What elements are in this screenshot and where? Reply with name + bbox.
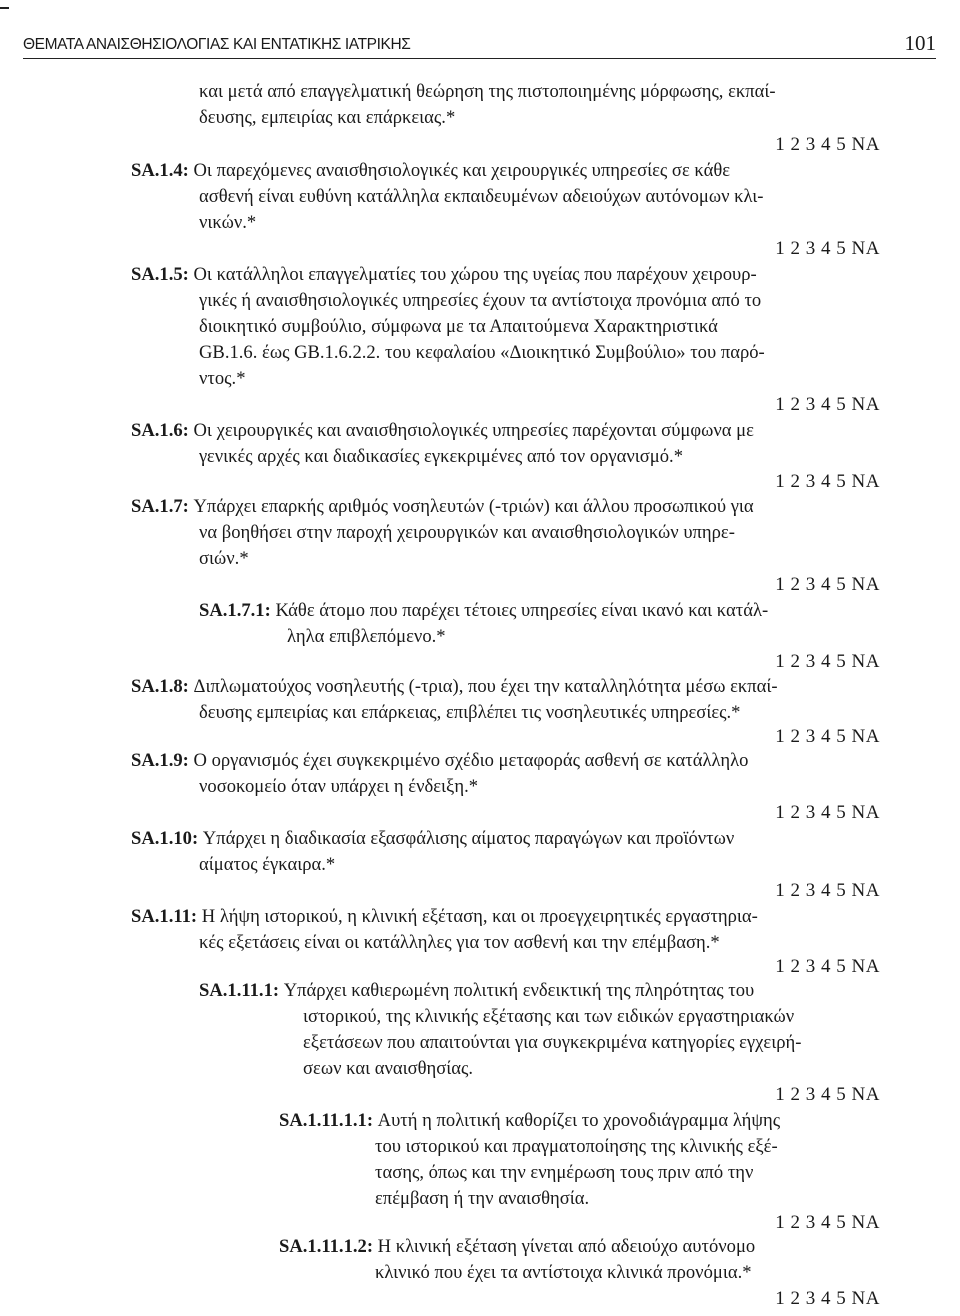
text-line xyxy=(199,547,249,571)
text-line xyxy=(199,367,245,391)
line-text: Οι παρεχόμενες αναισθησιολογικές και χειρουργικές υπηρεσίες σε κάθε xyxy=(188,160,731,181)
criterion-code: SA.1.11: xyxy=(131,906,198,927)
line-text: σεων και αναισθησίας. xyxy=(303,1058,474,1079)
line-text: νοσοκομείο όταν υπάρχει η ένδειξη.* xyxy=(199,776,479,797)
text-line xyxy=(199,315,718,339)
rating-scale: 1 2 3 4 5 NA xyxy=(775,574,880,595)
line-text: ασθενή είναι ευθύνη κατάλληλα εκπαιδευμένων αδειούχων αυτόνομων κλι- xyxy=(199,186,764,207)
text-line xyxy=(199,289,761,313)
line-text: να βοηθήσει στην παροχή χειρουργικών και αναισθησιολογικών υπηρε- xyxy=(199,522,735,543)
line-text: Υπάρχει καθιερωμένη πολιτική ενδεικτική της πληρότητας του xyxy=(279,980,755,1001)
line-text: Διπλωματούχος νοσηλευτής (-τρια), που έχει την καταλληλότητα μέσω εκπαί- xyxy=(188,676,778,697)
text-line xyxy=(199,445,683,469)
rating-scale: 1 2 3 4 5 NA xyxy=(775,238,880,259)
text-line xyxy=(375,1161,753,1185)
criterion-line xyxy=(131,263,757,287)
rating-scale: 1 2 3 4 5 NA xyxy=(775,1288,880,1309)
line-text: Αυτή η πολιτική καθορίζει το χρονοδιάγραμμα λήψης xyxy=(373,1110,781,1131)
line-text: Η κλινική εξέταση γίνεται από αδειούχο αυτόνομο xyxy=(373,1236,756,1257)
line-text: τασης, όπως και την ενημέρωση τους πριν από την xyxy=(375,1162,754,1183)
line-text: νικών.* xyxy=(199,212,257,233)
text-line xyxy=(375,1187,589,1211)
rating-scale: 1 2 3 4 5 NA xyxy=(775,1084,880,1105)
text-line xyxy=(199,341,765,365)
criterion-line xyxy=(131,419,754,443)
line-text: ιστορικού, της κλινικής εξέτασης και των ειδικών εργαστηριακών xyxy=(303,1006,795,1027)
text-line xyxy=(199,701,740,725)
criterion-code: SA.1.5: xyxy=(131,264,189,285)
line-text: εξετάσεων που απαιτούνται για συγκεκριμένα κατηγορίες εγχειρή- xyxy=(303,1032,802,1053)
line-text: του ιστορικού και πραγματοποίησης της κλινικής εξέ- xyxy=(375,1136,778,1157)
line-text: διοικητικό συμβούλιο, σύμφωνα με τα Απαιτούμενα Χαρακτηριστικά xyxy=(199,316,718,337)
text-line xyxy=(287,625,446,649)
rating-scale: 1 2 3 4 5 NA xyxy=(775,802,880,823)
text-line xyxy=(375,1261,752,1285)
rating-scale: 1 2 3 4 5 NA xyxy=(775,394,880,415)
criterion-code: SA.1.4: xyxy=(131,160,189,181)
rating-scale: 1 2 3 4 5 NA xyxy=(775,726,880,747)
line-text: κλινικό που έχει τα αντίστοιχα κλινικά προνόμια.* xyxy=(375,1262,752,1283)
rating-scale: 1 2 3 4 5 NA xyxy=(775,1212,880,1233)
line-text: δευσης εμπειρίας και επάρκειας, επιβλέπει τις νοσηλευτικές υπηρεσίες.* xyxy=(199,702,741,723)
line-text: Ο οργανισμός έχει συγκεκριμένο σχέδιο μεταφοράς ασθενή σε κατάλληλο xyxy=(188,750,749,771)
criterion-line xyxy=(131,495,754,519)
criterion-line xyxy=(199,599,768,623)
text-line xyxy=(303,1057,473,1081)
corner-mark xyxy=(0,7,9,9)
text-line xyxy=(375,1135,778,1159)
line-text: Οι χειρουργικές και αναισθησιολογικές υπηρεσίες παρέχονται σύμφωνα με xyxy=(188,420,754,441)
line-text: ντος.* xyxy=(199,368,246,389)
line-text: κές εξετάσεις είναι οι κατάλληλες για τον ασθενή και την επέμβαση.* xyxy=(199,932,720,953)
text-line xyxy=(199,521,735,545)
line-text: Η λήψη ιστορικού, η κλινική εξέταση, και οι προεγχειρητικές εργαστηρια- xyxy=(197,906,758,927)
criterion-code: SA.1.9: xyxy=(131,750,189,771)
criterion-line xyxy=(131,749,748,773)
criterion-line xyxy=(279,1109,780,1133)
running-title: ΘΕΜΑΤΑ ΑΝΑΙΣΘΗΣΙΟΛΟΓΙΑΣ ΚΑΙ ΕΝΤΑΤΙΚΗΣ ΙΑΤΡΙΚΗΣ xyxy=(23,36,411,53)
criterion-code: SA.1.7.1: xyxy=(199,600,271,621)
text-line xyxy=(199,211,256,235)
line-text: γενικές αρχές και διαδικασίες εγκεκριμένες από τον οργανισμό.* xyxy=(199,446,683,467)
line-text: δευσης, εμπειρίας και επάρκειας.* xyxy=(199,107,456,128)
text-line xyxy=(199,775,478,799)
rating-scale: 1 2 3 4 5 NA xyxy=(775,471,880,492)
line-text: αίματος έγκαιρα.* xyxy=(199,854,336,875)
line-text: GB.1.6. έως GB.1.6.2.2. του κεφαλαίου «Διοικητικό Συμβούλιο» του παρό- xyxy=(199,342,765,363)
page-header xyxy=(23,28,936,59)
criterion-code: SA.1.11.1: xyxy=(199,980,280,1001)
line-text: Κάθε άτομο που παρέχει τέτοιες υπηρεσίες είναι ικανό και κατάλ- xyxy=(270,600,769,621)
text-line xyxy=(199,80,776,104)
line-text: σιών.* xyxy=(199,548,249,569)
rating-scale: 1 2 3 4 5 NA xyxy=(775,651,880,672)
rating-scale: 1 2 3 4 5 NA xyxy=(775,880,880,901)
criterion-code: SA.1.11.1.2: xyxy=(279,1236,374,1257)
page-number: 101 xyxy=(904,31,936,55)
line-text: ληλα επιβλεπόμενο.* xyxy=(287,626,446,647)
line-text: και μετά από επαγγελματική θεώρηση της πιστοποιημένης μόρφωσης, εκπαί- xyxy=(199,81,776,102)
text-line xyxy=(199,106,455,130)
text-line xyxy=(199,185,764,209)
criterion-line xyxy=(199,979,754,1003)
text-line xyxy=(303,1005,794,1029)
criterion-code: SA.1.8: xyxy=(131,676,189,697)
text-line xyxy=(199,853,335,877)
text-line xyxy=(303,1031,801,1055)
line-text: Υπάρχει η διαδικασία εξασφάλισης αίματος παραγώγων και προϊόντων xyxy=(198,828,735,849)
criterion-code: SA.1.7: xyxy=(131,496,189,517)
line-text: γικές ή αναισθησιολογικές υπηρεσίες έχουν τα αντίστοιχα προνόμια από το xyxy=(199,290,762,311)
criterion-line xyxy=(131,827,734,851)
criterion-line xyxy=(131,905,758,929)
criterion-line xyxy=(279,1235,755,1259)
criterion-line xyxy=(131,159,730,183)
line-text: Υπάρχει επαρκής αριθμός νοσηλευτών (-τριών) και άλλου προσωπικού για xyxy=(188,496,754,517)
criterion-code: SA.1.6: xyxy=(131,420,189,441)
rating-scale: 1 2 3 4 5 NA xyxy=(775,134,880,155)
criterion-line xyxy=(131,675,778,699)
rating-scale: 1 2 3 4 5 NA xyxy=(775,956,880,977)
criterion-code: SA.1.11.1.1: xyxy=(279,1110,374,1131)
line-text: επέμβαση ή την αναισθησία. xyxy=(375,1188,590,1209)
text-line xyxy=(199,931,720,955)
criterion-code: SA.1.10: xyxy=(131,828,199,849)
line-text: Οι κατάλληλοι επαγγελματίες του χώρου της υγείας που παρέχουν χειρουρ- xyxy=(188,264,757,285)
